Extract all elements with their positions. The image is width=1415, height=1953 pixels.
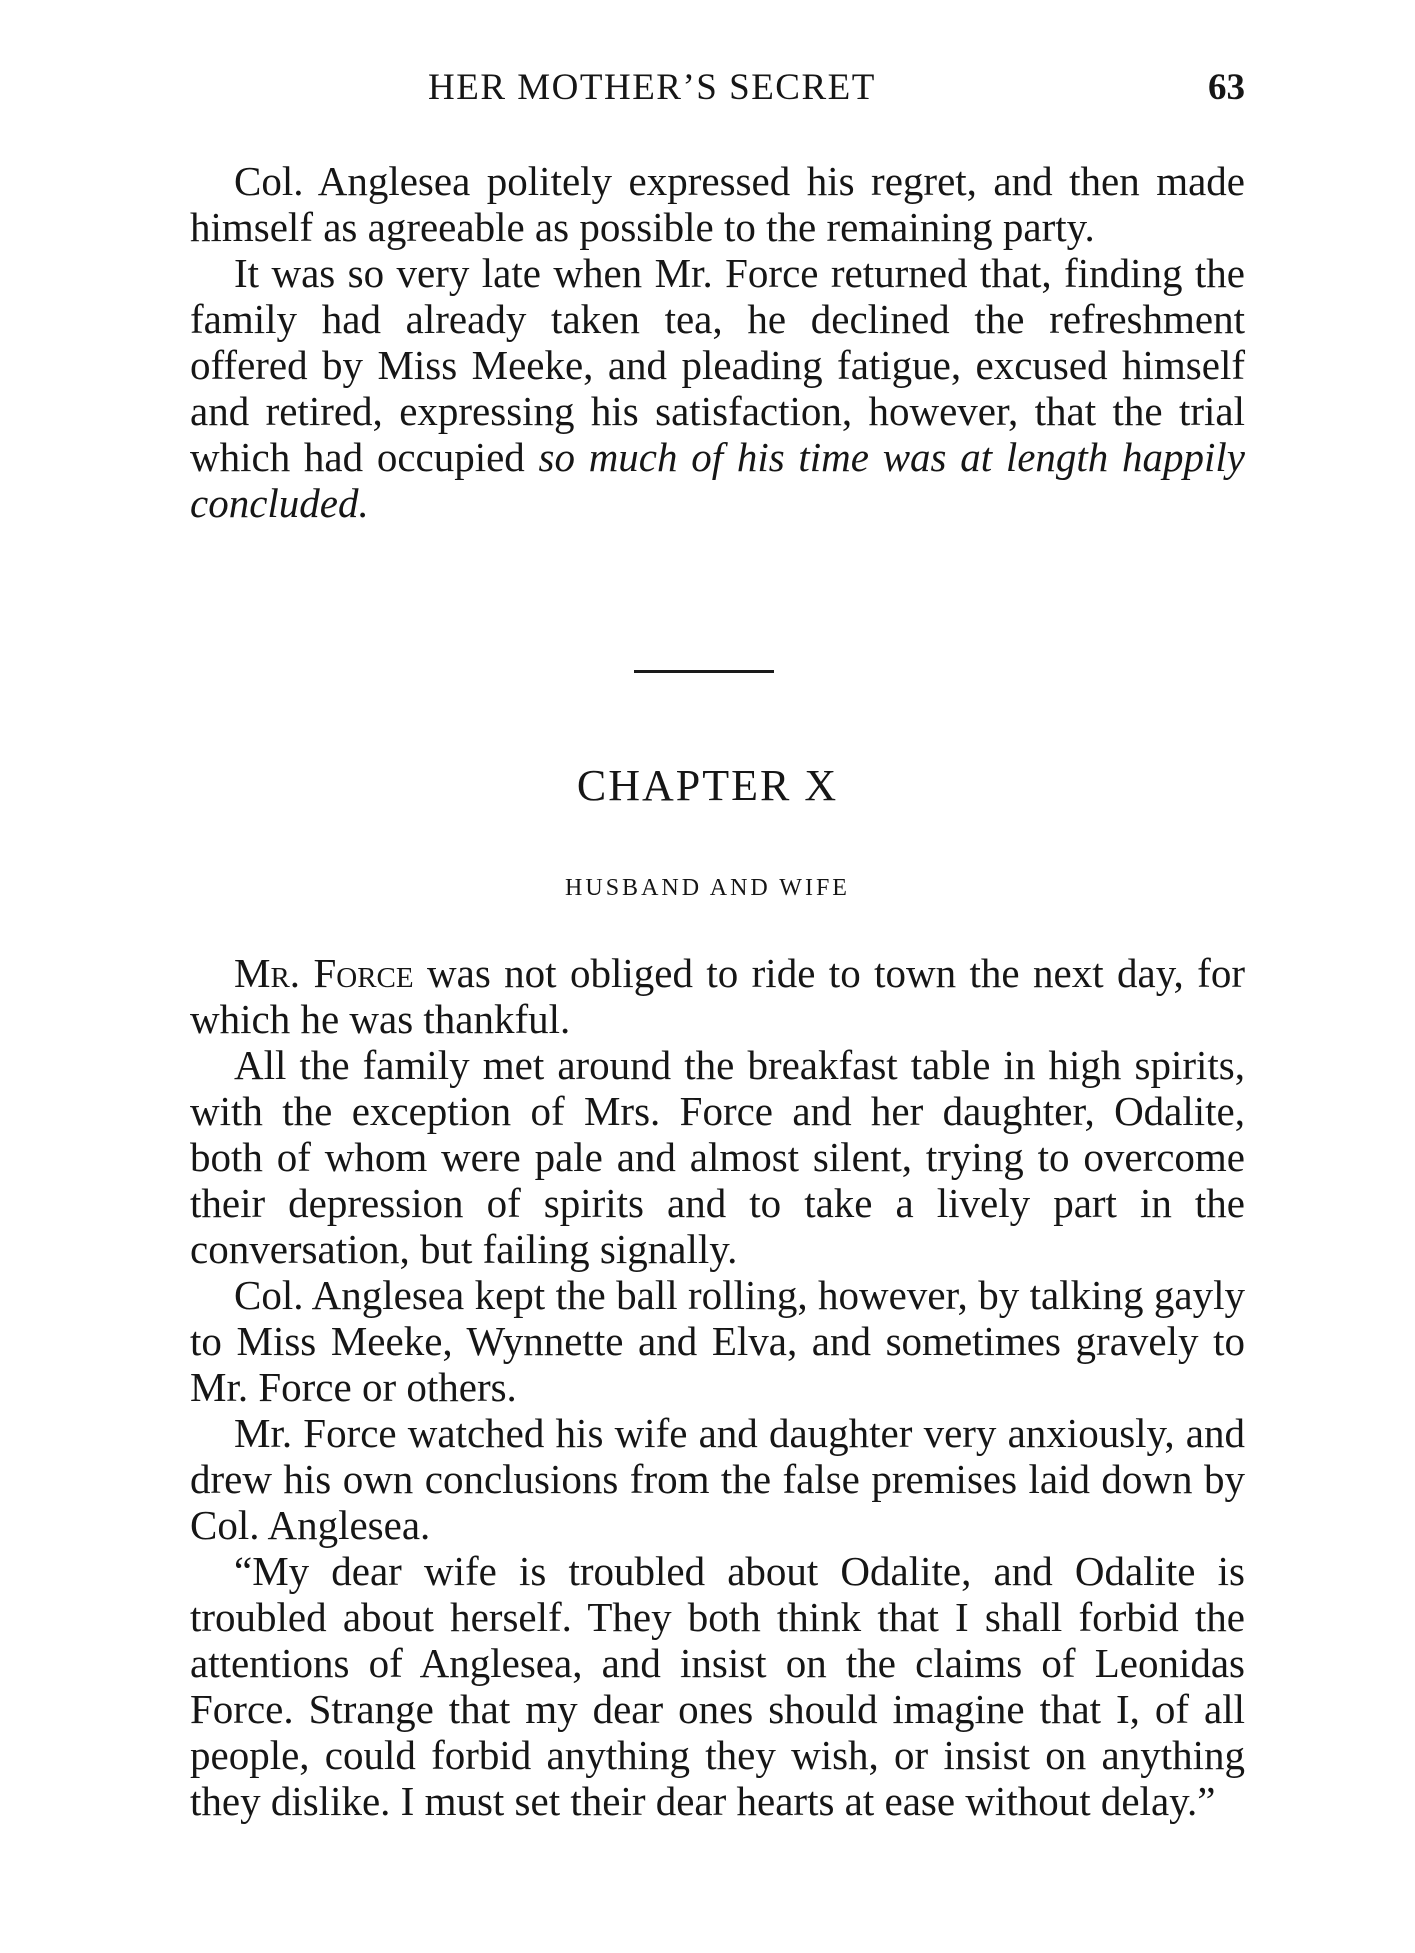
paragraph-mr-force-returned [190,250,1245,526]
top-text-block [190,158,1245,526]
chapter-subtitle: HUSBAND AND WIFE [565,875,850,901]
running-head [190,66,1245,126]
paragraph-text: It was so very late when Mr. Force returned that, finding the family had already taken tea, he declined the refreshment offered by Miss Meeke, and pleading fatigue, excused himself and retired, expressing his satisfaction, however, that the trial which had occupied [190,250,1245,480]
section-divider [634,670,774,673]
page-number: 63 [1208,67,1245,108]
paragraph-ball-rolling: Col. Anglesea kept the ball rolling, however, by talking gayly to Miss Meeke, Wynnette and Elva, and sometimes gravely to Mr. Force or others. [190,1272,1245,1410]
opening-words: Mr. Force [234,950,414,996]
paragraph-opening [190,950,1245,1042]
chapter-title: CHAPTER X [576,761,839,810]
running-title: HER MOTHER’S SECRET [428,67,876,108]
paragraph-breakfast: All the family met around the breakfast table in high spirits, with the exception of Mrs. Force and her daughter, Odalite, both of whom were pale and almost silent, trying to overcome their depression of spirits and to take a lively part in the conversation, but failing signally. [190,1042,1245,1272]
paragraph-text: was not obliged to ride to town the next day, for which he was thankful. [190,950,1245,1042]
chapter-text-block [190,950,1245,1824]
italic-line: so much of his time was at length happily concluded. [190,434,1245,526]
paragraph-regret: Col. Anglesea politely expressed his regret, and then made himself as agreeable as possible to the remaining party. [190,158,1245,250]
paragraph-quote: “My dear wife is troubled about Odalite, and Odalite is troubled about herself. They both think that I shall forbid the attentions of Anglesea, and insist on the claims of Leonidas Force. Strange that my dear ones should imagine that I, of all people, could forbid anything they wish, or insist on anything they dislike. I must set their dear hearts at ease without delay.” [190,1548,1245,1824]
paragraph-watched: Mr. Force watched his wife and daughter very anxiously, and drew his own conclusions from the false premises laid down by Col. Anglesea. [190,1410,1245,1548]
